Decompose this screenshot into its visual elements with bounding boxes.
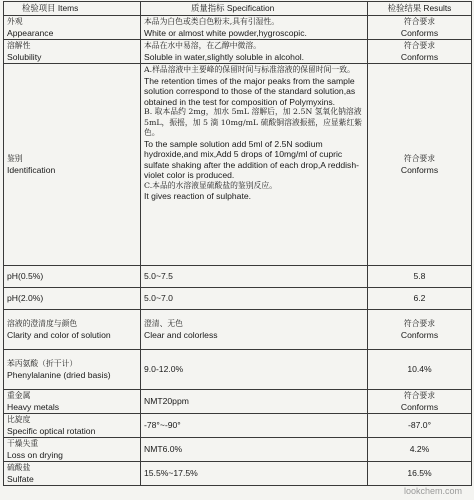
spec-line: Clear and colorless — [144, 329, 218, 340]
result-cn: 符合要求 — [403, 154, 436, 163]
spec-line: 9.0-12.0% — [144, 364, 184, 375]
result-cell — [368, 288, 472, 310]
spec-line: 澄清、无色 — [144, 319, 183, 328]
spec-cell — [141, 288, 368, 310]
item-en: Solubility — [7, 51, 42, 62]
item-cell — [4, 266, 141, 288]
spec-line: White or almost white powder,hygroscopic. — [144, 27, 307, 38]
spec-cell — [141, 16, 368, 40]
table-row — [4, 390, 472, 414]
result-en: Conforms — [400, 51, 439, 62]
spec-line: A.样品溶液中主要峰的保留时间与标准溶液的保留时间一致。 — [144, 65, 355, 74]
result-cell — [368, 414, 472, 438]
spec-line: 15.5%~17.5% — [144, 468, 198, 479]
result-value: 16.5% — [407, 468, 432, 479]
result-cn: 符合要求 — [403, 17, 436, 26]
item-en: Appearance — [7, 27, 54, 38]
item-cell — [4, 310, 141, 350]
item-cn: 溶解性 — [7, 41, 31, 50]
item-cell — [4, 462, 141, 486]
spec-cell — [141, 266, 368, 288]
table-row — [4, 64, 472, 266]
result-en: Conforms — [400, 27, 439, 38]
spec-cell — [141, 64, 368, 266]
table-header-row — [4, 2, 472, 16]
specification-table — [3, 1, 472, 486]
watermark: lookchem.com — [403, 486, 462, 496]
item-en: Heavy metals — [7, 401, 60, 412]
item-en: pH(0.5%) — [7, 271, 44, 282]
item-cell — [4, 350, 141, 390]
table-row — [4, 438, 472, 462]
item-cell — [4, 40, 141, 64]
item-cell — [4, 414, 141, 438]
result-cell — [368, 64, 472, 266]
spec-line: Soluble in water,slightly soluble in alcohol. — [144, 51, 305, 62]
spec-line: It gives reaction of sulphate. — [144, 191, 252, 201]
item-cn: 鉴别 — [7, 154, 23, 163]
item-en: Phenylalanine (dried basis) — [7, 369, 111, 380]
spec-line: NMT6.0% — [144, 444, 183, 455]
result-en: Conforms — [400, 329, 439, 340]
header-items: 检验项目 Items — [4, 2, 141, 16]
item-cn: 外观 — [7, 17, 23, 26]
result-cell — [368, 462, 472, 486]
item-en: Clarity and color of solution — [7, 329, 111, 340]
result-cn: 符合要求 — [403, 41, 436, 50]
spec-cell — [141, 438, 368, 462]
header-specification: 质量指标 Specification — [141, 2, 368, 16]
spec-line: B. 取本品约 2mg，加水 5mL 溶解后，加 2.5N 氢氧化钠溶液 5mL，振摇，加 5 滴 10mg/mL 硫酸铜溶液振摇，应显紫红紫色。 — [144, 107, 363, 137]
result-value: 4.2% — [409, 444, 430, 455]
spec-line: 本品在水中易溶，在乙醇中微溶。 — [144, 41, 261, 50]
spec-line: NMT20ppm — [144, 396, 189, 407]
item-en: pH(2.0%) — [7, 293, 44, 304]
item-cell — [4, 438, 141, 462]
item-en: Sulfate — [7, 473, 34, 484]
spec-cell — [141, 40, 368, 64]
result-cn: 符合要求 — [403, 391, 436, 400]
item-en: Identification — [7, 164, 56, 175]
result-cell — [368, 310, 472, 350]
spec-line: -78°~-90° — [144, 420, 181, 431]
result-cell — [368, 266, 472, 288]
spec-line: The retention times of the major peaks from the sample solution correspond to those of the standard solution,as obtained in the test for composition of Polymyxins. — [144, 75, 356, 107]
spec-line: C.本品的水溶液显硫酸盐的鉴别反应。 — [144, 180, 277, 190]
result-cell — [368, 40, 472, 64]
spec-line: 5.0~7.0 — [144, 293, 173, 304]
result-cn: 符合要求 — [403, 319, 436, 328]
item-en: Specific optical rotation — [7, 425, 96, 436]
item-cn: 溶液的澄清度与颜色 — [7, 319, 78, 328]
result-cell — [368, 438, 472, 462]
spec-cell — [141, 462, 368, 486]
item-cn: 苯丙氨酸（折干计） — [7, 359, 78, 368]
item-cn: 重金属 — [7, 391, 31, 400]
table-row — [4, 462, 472, 486]
result-cell — [368, 16, 472, 40]
spec-line: To the sample solution add 5ml of 2.5N sodium hydroxide,and mix,Add 5 drops of 10mg/ml of cupric sulfate shaking after the addition of each drop,A reddish-violet color is produced. — [144, 138, 359, 180]
spec-cell — [141, 350, 368, 390]
spec-cell — [141, 414, 368, 438]
result-value: 10.4% — [407, 364, 432, 375]
item-cell — [4, 288, 141, 310]
result-value: 6.2 — [413, 293, 426, 304]
item-cell — [4, 16, 141, 40]
item-cell — [4, 64, 141, 266]
header-results: 检验结果 Results — [368, 2, 472, 16]
table-row — [4, 16, 472, 40]
result-cell — [368, 350, 472, 390]
item-cn: 比旋度 — [7, 415, 31, 424]
table-row — [4, 40, 472, 64]
result-en: Conforms — [400, 401, 439, 412]
spec-line: 本品为白色或类白色粉末,具有引湿性。 — [144, 17, 280, 26]
item-cn: 硫酸盐 — [7, 463, 31, 472]
spec-line: 5.0~7.5 — [144, 271, 173, 282]
item-en: Loss on drying — [7, 449, 63, 460]
item-cell — [4, 390, 141, 414]
table-row — [4, 310, 472, 350]
table-row — [4, 350, 472, 390]
result-en: Conforms — [400, 164, 439, 175]
result-value: -87.0° — [407, 420, 432, 431]
spec-cell — [141, 390, 368, 414]
item-cn: 干燥失重 — [7, 439, 39, 448]
spec-cell — [141, 310, 368, 350]
result-value: 5.8 — [413, 271, 426, 282]
table-row — [4, 414, 472, 438]
table-row — [4, 288, 472, 310]
table-row — [4, 266, 472, 288]
result-cell — [368, 390, 472, 414]
